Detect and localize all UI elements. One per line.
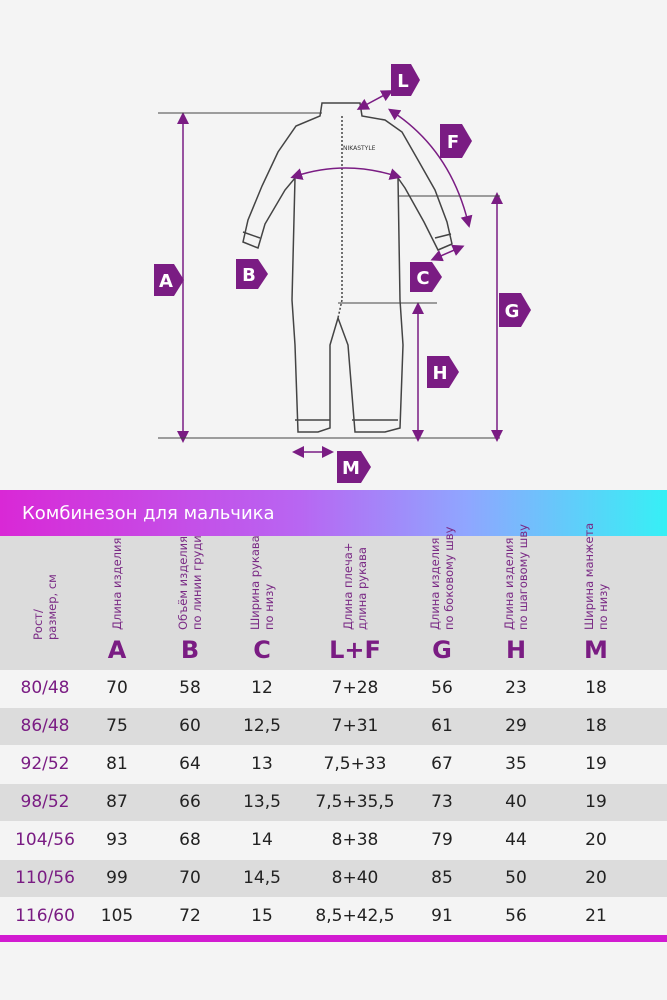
value-cell: 21 [585, 906, 607, 926]
value-cell: 75 [106, 716, 128, 736]
value-cell: 20 [585, 830, 607, 850]
table-row [0, 746, 667, 783]
table-row [0, 860, 667, 897]
value-cell: 8,5+42,5 [315, 906, 395, 926]
size-cell: 116/60 [15, 906, 75, 926]
value-cell: 99 [106, 868, 128, 888]
column-letter: M [584, 636, 608, 664]
value-cell: 13 [251, 754, 273, 774]
marker-b: B [242, 265, 256, 286]
size-cell: 104/56 [15, 830, 75, 850]
column-header-label: Объём изделия по линии груди [176, 535, 204, 630]
value-cell: 81 [106, 754, 128, 774]
jumpsuit-diagram [0, 0, 667, 490]
bottom-accent-bar [0, 935, 667, 942]
value-cell: 68 [179, 830, 201, 850]
value-cell: 56 [431, 678, 453, 698]
column-header-label: Ширина рукава по низу [248, 535, 276, 630]
value-cell: 18 [585, 716, 607, 736]
size-cell: 98/52 [20, 792, 70, 812]
value-cell: 29 [505, 716, 527, 736]
diagram-brand: NIKASTYLE [343, 145, 376, 152]
value-cell: 14 [251, 830, 273, 850]
value-cell: 56 [505, 906, 527, 926]
title-banner [0, 490, 667, 536]
value-cell: 105 [100, 906, 134, 926]
value-cell: 67 [431, 754, 453, 774]
value-cell: 87 [106, 792, 128, 812]
column-header-label: Рост/ размер, см [31, 574, 59, 640]
table-row [0, 784, 667, 821]
marker-a: A [159, 271, 173, 292]
table-row [0, 708, 667, 745]
value-cell: 72 [179, 906, 201, 926]
value-cell: 13,5 [243, 792, 281, 812]
value-cell: 60 [179, 716, 201, 736]
dim-line-l [362, 93, 388, 107]
value-cell: 7+28 [331, 678, 379, 698]
value-cell: 58 [179, 678, 201, 698]
column-header-label: Длина плеча+ длина рукава [341, 542, 369, 630]
value-cell: 44 [505, 830, 527, 850]
value-cell: 35 [505, 754, 527, 774]
value-cell: 66 [179, 792, 201, 812]
value-cell: 12 [251, 678, 273, 698]
size-cell: 110/56 [15, 868, 75, 888]
value-cell: 15 [251, 906, 273, 926]
size-cell: 86/48 [20, 716, 70, 736]
column-header-label: Длина изделия [110, 537, 124, 630]
value-cell: 19 [585, 792, 607, 812]
value-cell: 7,5+35,5 [315, 792, 395, 812]
value-cell: 8+38 [331, 830, 379, 850]
value-cell: 70 [179, 868, 201, 888]
value-cell: 79 [431, 830, 453, 850]
column-header-label: Длина изделия по шаговому шву [502, 524, 530, 630]
size-cell: 80/48 [20, 678, 70, 698]
value-cell: 8+40 [331, 868, 379, 888]
column-letter: H [505, 636, 527, 664]
value-cell: 73 [431, 792, 453, 812]
marker-m: M [342, 458, 360, 479]
banner-title: Комбинезон для мальчика [22, 503, 275, 524]
marker-g: G [504, 301, 520, 322]
column-letter: G [432, 636, 452, 664]
value-cell: 64 [179, 754, 201, 774]
value-cell: 7+31 [331, 716, 379, 736]
table-row [0, 670, 667, 707]
value-cell: 85 [431, 868, 453, 888]
column-header-label: Ширина манжета по низу [582, 522, 610, 630]
column-letter: L+F [329, 636, 381, 664]
marker-c: C [416, 268, 430, 289]
value-cell: 50 [505, 868, 527, 888]
value-cell: 61 [431, 716, 453, 736]
table-row [0, 898, 667, 935]
value-cell: 70 [106, 678, 128, 698]
marker-h: H [432, 363, 448, 384]
value-cell: 93 [106, 830, 128, 850]
marker-l: L [397, 71, 409, 92]
value-cell: 12,5 [243, 716, 281, 736]
marker-f: F [446, 132, 460, 153]
value-cell: 18 [585, 678, 607, 698]
size-cell: 92/52 [20, 754, 70, 774]
column-header-label: Длина изделия по боковому шву [428, 526, 456, 630]
value-cell: 91 [431, 906, 453, 926]
value-cell: 20 [585, 868, 607, 888]
value-cell: 7,5+33 [323, 754, 387, 774]
column-letter: C [253, 636, 271, 664]
table-row [0, 822, 667, 859]
column-letter: A [107, 636, 127, 664]
value-cell: 40 [505, 792, 527, 812]
value-cell: 14,5 [243, 868, 281, 888]
column-letter: B [180, 636, 200, 664]
value-cell: 19 [585, 754, 607, 774]
value-cell: 23 [505, 678, 527, 698]
